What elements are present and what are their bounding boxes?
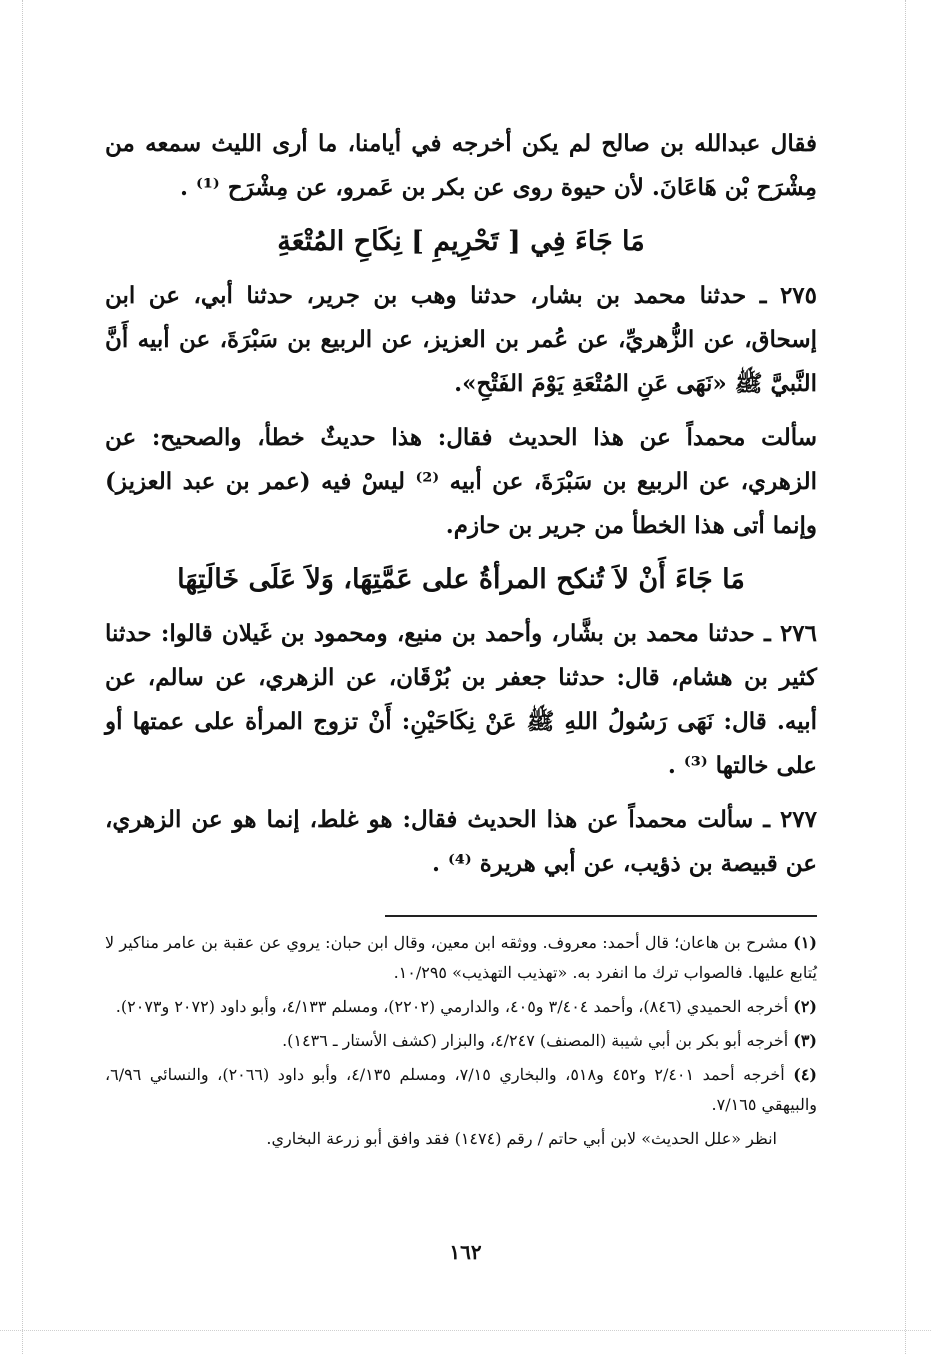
hadith-276: ٢٧٦ ـ حدثنا محمد بن بشَّار، وأحمد بن منيع، ومحمود بن غَيلان قالوا: حدثنا كثير بن هشام، قال: حدثنا جعفر بن بُرْقَان، عن الزهري، عن سالم، عن أبيه. قال: نَهَى رَسُولُ اللهِ ﷺ عَنْ نِكَاحَيْنِ: أَنْ تزوج المرأة على عمتها أو على خالتها ⁽³⁾ . <box>105 620 817 779</box>
hadith-277: ٢٧٧ ـ سألت محمداً عن هذا الحديث فقال: هو غلط، إنما هو عن الزهري، عن قبيصة بن ذؤيب، عن أبي هريرة ⁽⁴⁾ . <box>105 806 817 877</box>
footnote-1 <box>105 928 817 988</box>
footnote-4 <box>105 1060 817 1120</box>
footnote-text: أخرجه الحميدي (٨٤٦)، وأحمد ٣/٤٠٤ و٤٠٥، والدارمي (٢٢٠٢)، ومسلم ٤/١٣٣، وأبو داود (٢٠٧٢ و٢٠٧٣). <box>115 997 789 1016</box>
footnote-number: (١) <box>793 933 817 952</box>
page-number: ١٦٢ <box>449 1240 482 1264</box>
footnote-text: أخرجه أحمد ٢/٤٠١ و٤٥٢ و٥١٨، والبخاري ٧/١٥، ومسلم ٤/١٣٥، وأبو داود (٢٠٦٦)، والنسائي ٦/٩٦، والبيهقي ٧/١٦٥. <box>105 1065 817 1114</box>
footnote-number: (٢) <box>793 997 817 1016</box>
footnote-3 <box>105 1026 817 1056</box>
paragraph-1: فقال عبدالله بن صالح لم يكن أخرجه في أيامنا، ما أرى الليث سمعه من مِشْرَح بْن هَاعَانَ. لأن حيوة روى عن بكر بن عَمرو، عن مِشْرَح ⁽¹⁾ . <box>105 130 817 201</box>
footnote-text: أخرجه أبو بكر بن أبي شيبة (المصنف) ٤/٢٤٧، والبزار (كشف الأستار ـ ١٤٣٦). <box>282 1031 789 1050</box>
section-heading-mutah: مَا جَاءَ فِي [ تَحْرِيمِ ] نِكَاحِ المُتْعَةِ <box>277 226 645 257</box>
scan-guide-right <box>905 0 906 1354</box>
footnote-text: مشرح بن هاعان؛ قال أحمد: معروف. ووثقه ابن معين، وقال ابن حبان: يروي عن عقبة بن عامر مناكير لا يُتابع عليها. فالصواب ترك ما انفرد به. «تهذيب التهذيب» ١٠/٢٩٥. <box>105 933 817 982</box>
footnote-number: (٤) <box>793 1065 817 1084</box>
footnote-2 <box>105 992 817 1022</box>
footnote-separator <box>385 915 817 917</box>
section-heading-aunt: مَا جَاءَ أَنْ لاَ تُنكح المرأةُ على عَمَّتِهَا، وَلاَ عَلَى خَالَتِهَا <box>177 564 745 595</box>
scan-guide-bottom <box>0 1330 931 1331</box>
footnote-note: انظر «علل الحديث» لابن أبي حاتم / رقم (١٤٧٤) فقد وافق أبو زرعة البخاري. <box>266 1129 777 1148</box>
footnotes <box>105 928 817 1158</box>
scan-guide-left <box>22 0 23 1354</box>
main-text <box>105 122 817 886</box>
hadith-275: ٢٧٥ ـ حدثنا محمد بن بشار، حدثنا وهب بن جرير، حدثنا أبي، عن ابن إسحاق، عن الزُّهريِّ، عن عُمر بن العزيز، عن الربيع بن سَبْرَةَ، عن أبيه أَنَّ النَّبيَّ ﷺ «نَهَى عَنِ المُتْعَةِ يَوْمَ الفَتْحِ». <box>105 282 817 397</box>
commentary-275: سألت محمداً عن هذا الحديث فقال: هذا حديثٌ خطأ، والصحيح: عن الزهري، عن الربيع بن سَبْرَةَ، عن أبيه ⁽²⁾ ليسْ فيه (عمر بن عبد العزيز) وإنما أتى هذا الخطأ من جرير بن حازم. <box>105 424 817 539</box>
footnote-number: (٣) <box>793 1031 817 1050</box>
